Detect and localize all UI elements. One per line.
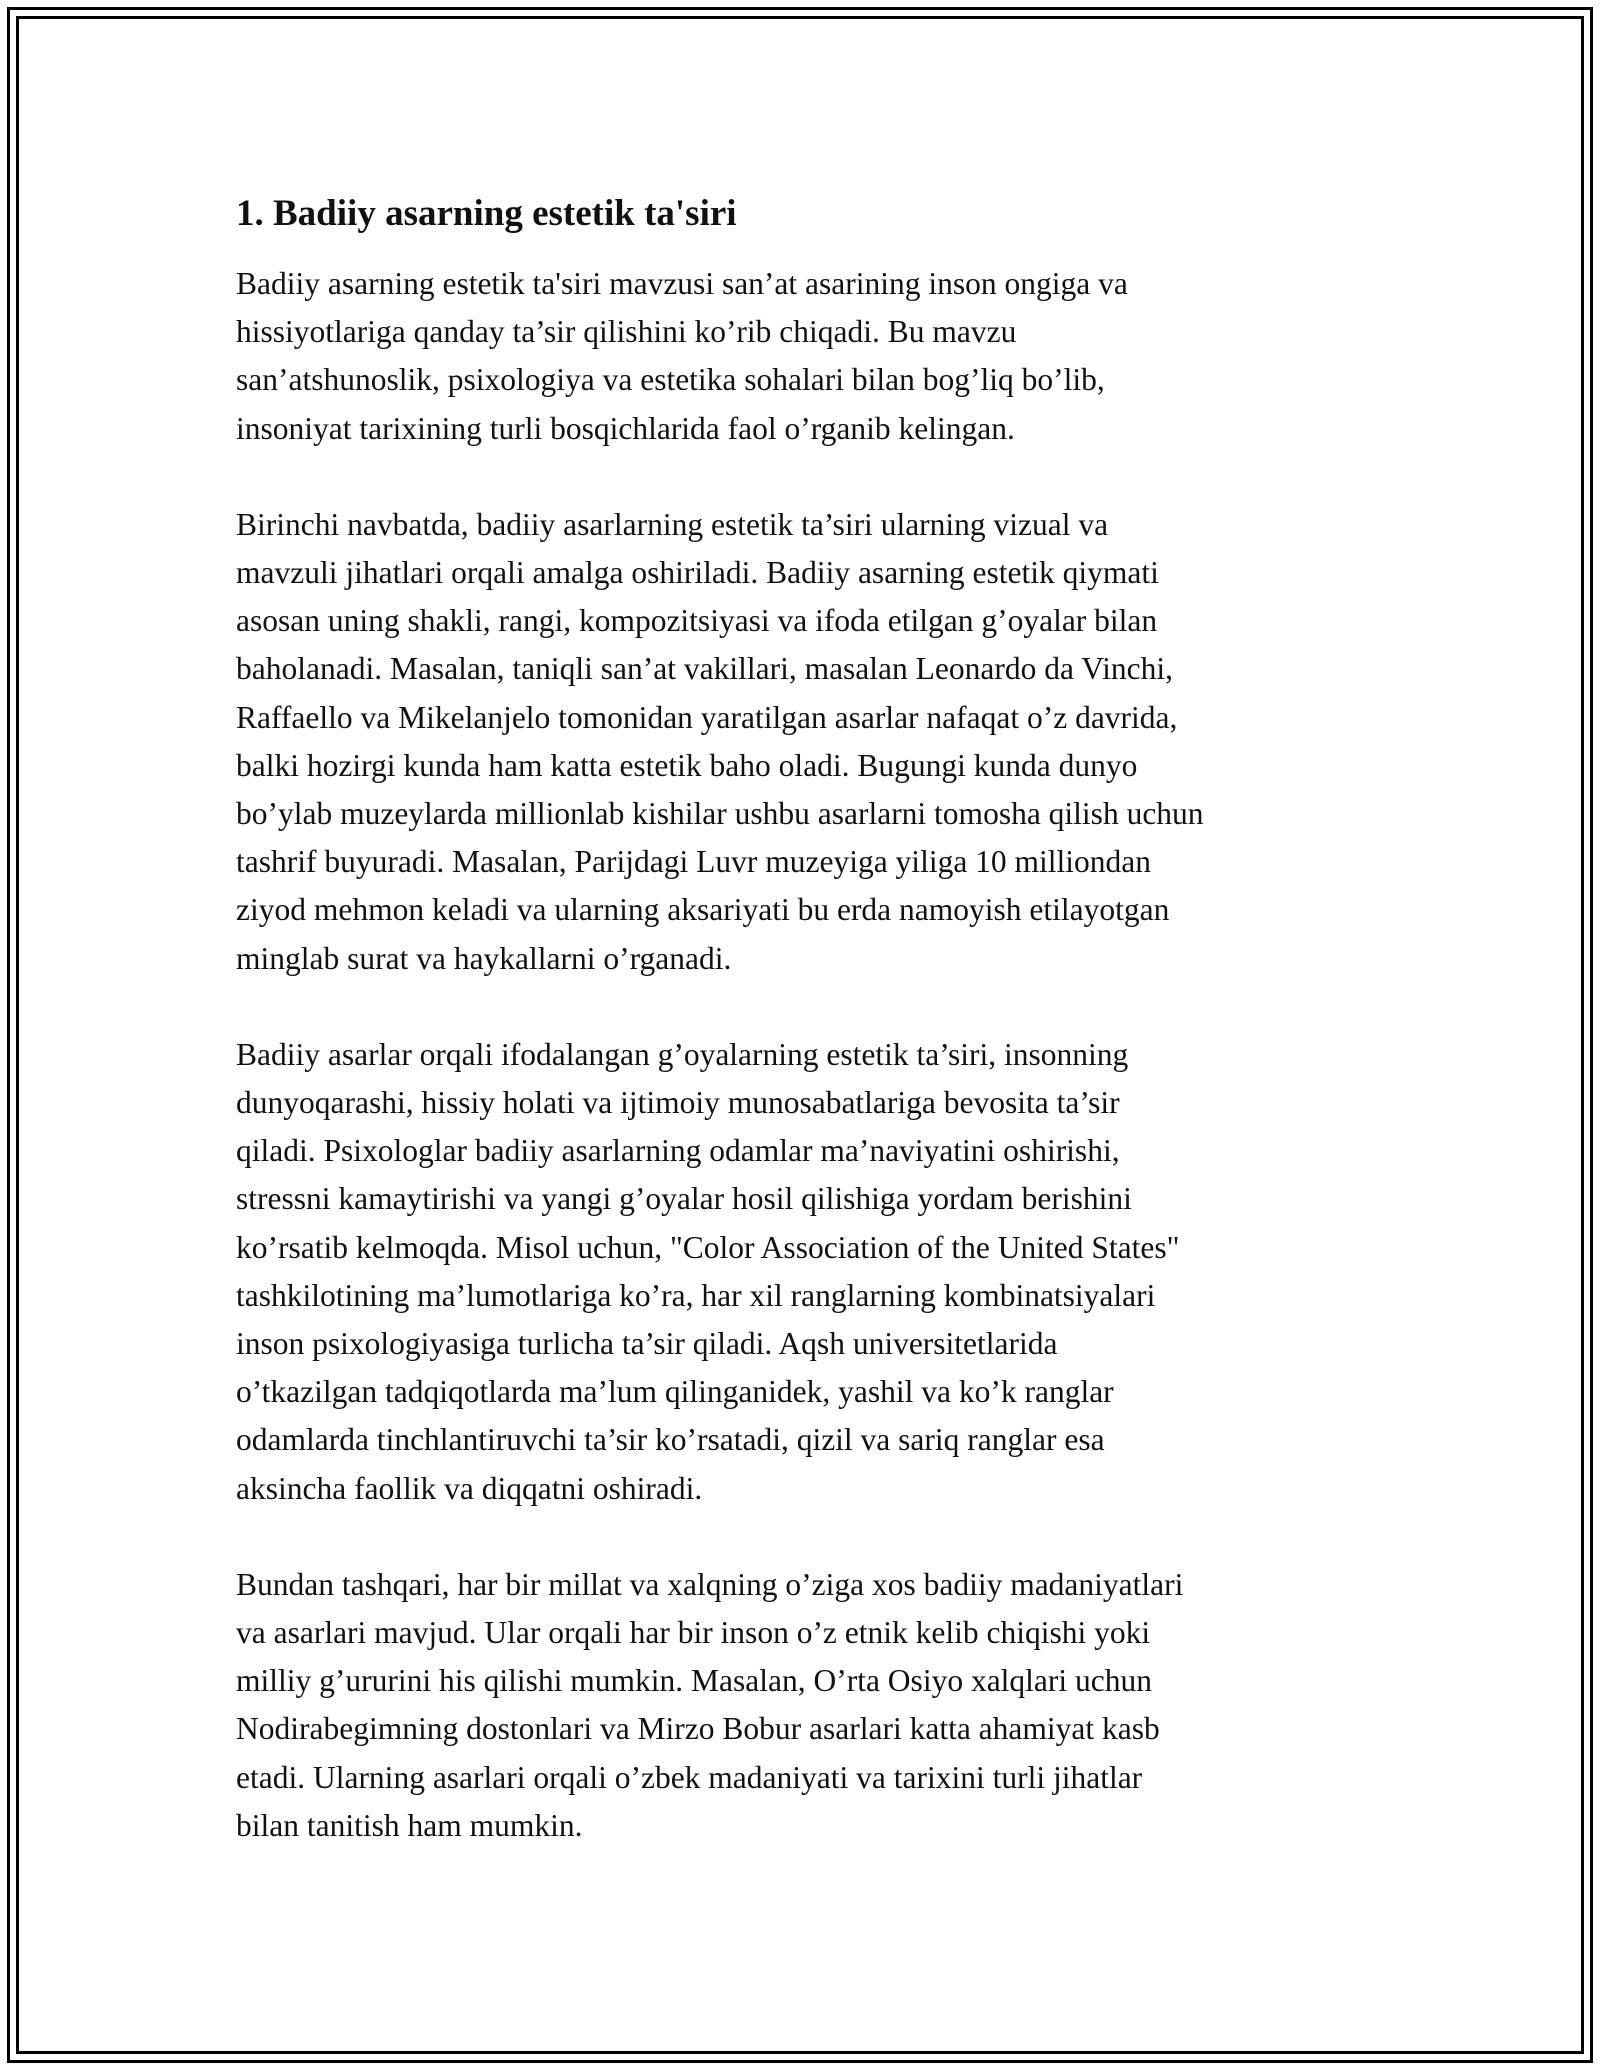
text-line: Nodirabegimning dostonlari va Mirzo Bobur asarlari katta ahamiyat kasb (236, 1711, 1160, 1747)
text-line: dunyoqarashi, hissiy holati va ijtimoiy munosabatlariga bevosita ta’sir (236, 1085, 1120, 1121)
paragraph-visual-aspects (236, 501, 1376, 983)
text-line: milliy g’ururini his qilishi mumkin. Masalan, O’rta Osiyo xalqlari uchun (236, 1663, 1153, 1699)
text-line: hissiyotlariga qanday ta’sir qilishini ko’rib chiqadi. Bu mavzu (236, 314, 1017, 350)
paragraph-intro (236, 260, 1376, 453)
text-line: va asarlari mavjud. Ular orqali har bir inson o’z etnik kelib chiqishi yoki (236, 1615, 1151, 1651)
paragraph-psychology (236, 1031, 1376, 1513)
text-line: Badiiy asarlar orqali ifodalangan g’oyalarning estetik ta’siri, insonning (236, 1036, 1129, 1072)
paragraph-national-culture (236, 1561, 1376, 1850)
text-line: Bundan tashqari, har bir millat va xalqning o’ziga xos badiiy madaniyatlari (236, 1566, 1184, 1602)
text-line: o’tkazilgan tadqiqotlarda ma’lum qilinganidek, yashil va ko’k ranglar (236, 1374, 1114, 1410)
text-line: bo’ylab muzeylarda millionlab kishilar ushbu asarlarni tomosha qilish uchun (236, 796, 1204, 832)
text-line: asosan uning shakli, rangi, kompozitsiyasi va ifoda etilgan g’oyalar bilan (236, 603, 1158, 639)
document-body (236, 188, 1376, 1850)
text-line: mavzuli jihatlari orqali amalga oshiriladi. Badiiy asarning estetik qiymati (236, 555, 1159, 591)
text-line: balki hozirgi kunda ham katta estetik baho oladi. Bugungi kunda dunyo (236, 747, 1138, 783)
text-line: bilan tanitish ham mumkin. (236, 1807, 583, 1843)
text-line: baholanadi. Masalan, taniqli san’at vakillari, masalan Leonardo da Vinchi, (236, 651, 1173, 687)
text-line: Badiiy asarning estetik ta'siri mavzusi san’at asarining inson ongiga va (236, 266, 1128, 301)
text-line: ziyod mehmon keladi va ularning aksariyati bu erda namoyish etilayotgan (236, 892, 1170, 928)
text-line: Raffaello va Mikelanjelo tomonidan yaratilgan asarlar nafaqat o’z davrida, (236, 699, 1178, 735)
text-line: aksincha faollik va diqqatni oshiradi. (236, 1470, 703, 1506)
text-line: etadi. Ularning asarlari orqali o’zbek madaniyati va tarixini turli jihatlar (236, 1759, 1143, 1795)
text-line: tashrif buyuradi. Masalan, Parijdagi Luvr muzeyiga yiliga 10 milliondan (236, 844, 1152, 880)
section-heading: 1. Badiiy asarning estetik ta'siri (236, 193, 737, 234)
text-line: odamlarda tinchlantiruvchi ta’sir ko’rsatadi, qizil va sariq ranglar esa (236, 1422, 1105, 1458)
text-line: minglab surat va haykallarni o’rganadi. (236, 940, 732, 976)
text-line: Birinchi navbatda, badiiy asarlarning estetik ta’siri ularning vizual va (236, 506, 1109, 542)
text-line: qiladi. Psixologlar badiiy asarlarning odamlar ma’naviyatini oshirishi, (236, 1133, 1120, 1169)
text-line: insoniyat tarixining turli bosqichlarida faol o’rganib kelingan. (236, 410, 1015, 446)
text-line: inson psixologiyasiga turlicha ta’sir qiladi. Aqsh universitetlarida (236, 1326, 1058, 1362)
text-line: stressni kamaytirishi va yangi g’oyalar hosil qilishiga yordam berishini (236, 1181, 1132, 1217)
text-line: tashkilotining ma’lumotlariga ko’ra, har xil ranglarning kombinatsiyalari (236, 1277, 1156, 1313)
text-line: ko’rsatib kelmoqda. Misol uchun, "Color Association of the United States" (236, 1229, 1180, 1265)
text-line: san’atshunoslik, psixologiya va estetika sohalari bilan bog’liq bo’lib, (236, 362, 1105, 398)
